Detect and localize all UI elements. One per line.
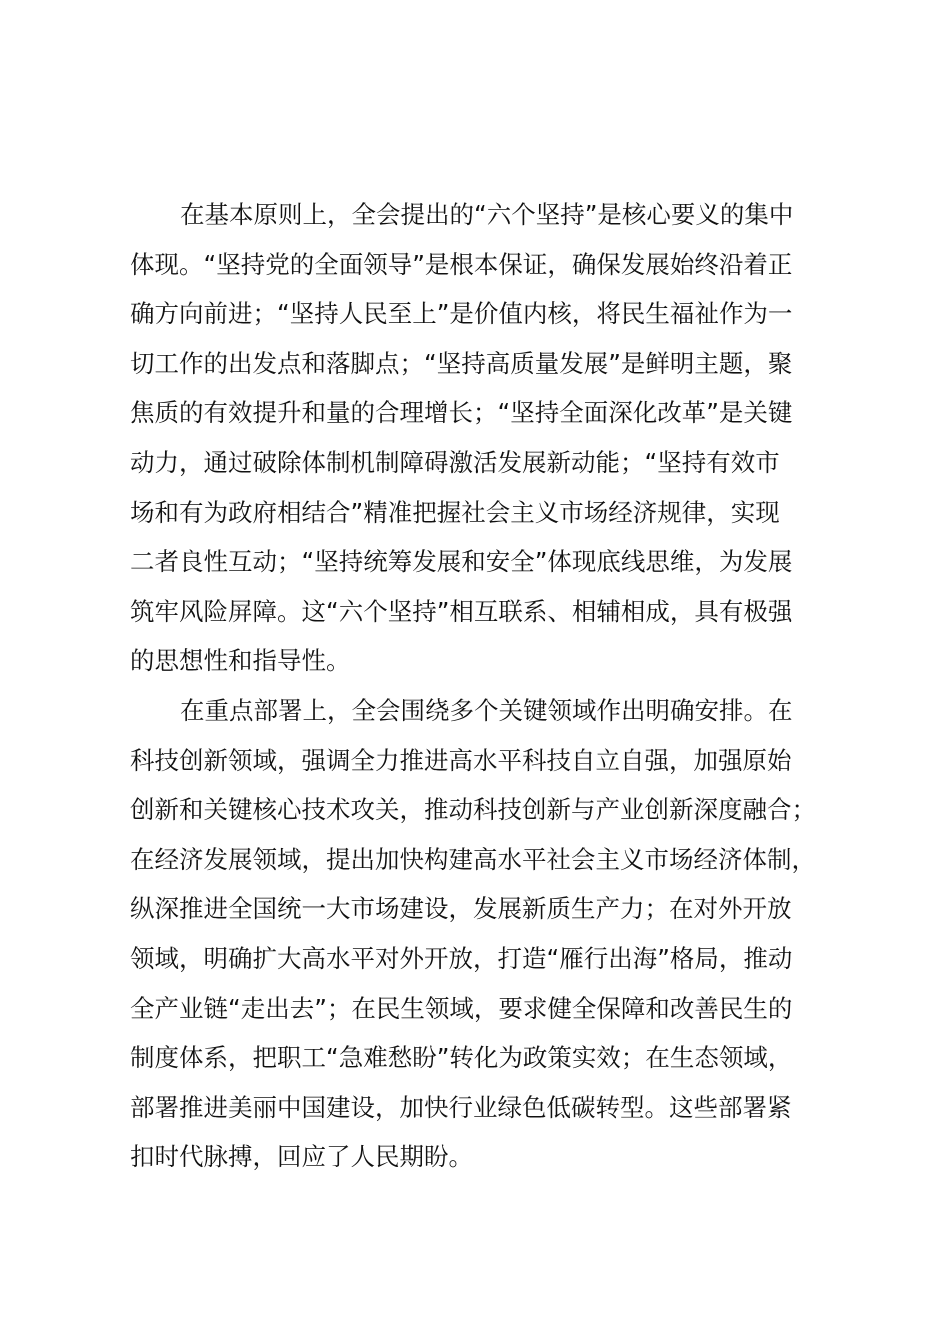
text-line: 确方向前进；“坚持人民至上”是价值内核，将民生福祉作为一 — [130, 299, 793, 329]
document-body — [130, 190, 830, 1182]
text-line: 二者良性互动；“坚持统筹发展和安全”体现底线思维，为发展 — [130, 547, 793, 577]
text-line: 动力，通过破除体制机制障碍激活发展新动能；“坚持有效市 — [130, 447, 780, 477]
text-line: 创新和关键核心技术攻关，推动科技创新与产业创新深度融合； — [130, 795, 816, 825]
text-line: 的思想性和指导性。 — [130, 646, 351, 676]
text-line: 纵深推进全国统一大市场建设，发展新质生产力；在对外开放 — [130, 894, 792, 924]
text-line: 在重点部署上，全会围绕多个关键领域作出明确安排。在 — [180, 695, 793, 725]
text-line: 筑牢风险屏障。这“六个坚持”相互联系、相辅相成，具有极强 — [130, 596, 793, 626]
text-line: 科技创新领域，强调全力推进高水平科技自立自强，加强原始 — [130, 745, 792, 775]
text-line: 体现。“坚持党的全面领导”是根本保证，确保发展始终沿着正 — [130, 249, 793, 279]
text-line: 焦质的有效提升和量的合理增长；“坚持全面深化改革”是关键 — [130, 398, 793, 428]
text-line: 领域，明确扩大高水平对外开放，打造“雁行出海”格局，推动 — [130, 943, 793, 973]
text-line: 切工作的出发点和落脚点；“坚持高质量发展”是鲜明主题，聚 — [130, 348, 793, 378]
text-line: 制度体系，把职工“急难愁盼”转化为政策实效；在生态领域， — [130, 1043, 793, 1073]
paragraph-basic-principles — [130, 190, 830, 686]
paragraph-key-deployments — [130, 686, 830, 1182]
text-line: 全产业链“走出去”；在民生领域，要求健全保障和改善民生的 — [130, 993, 793, 1023]
text-line: 场和有为政府相结合”精准把握社会主义市场经济规律，实现 — [130, 497, 780, 527]
text-line: 扣时代脉搏，回应了人民期盼。 — [130, 1142, 473, 1172]
text-line: 在基本原则上，全会提出的“六个坚持”是核心要义的集中 — [180, 200, 794, 229]
text-line: 在经济发展领域，提出加快构建高水平社会主义市场经济体制， — [130, 844, 816, 874]
text-line: 部署推进美丽中国建设，加快行业绿色低碳转型。这些部署紧 — [130, 1092, 792, 1122]
